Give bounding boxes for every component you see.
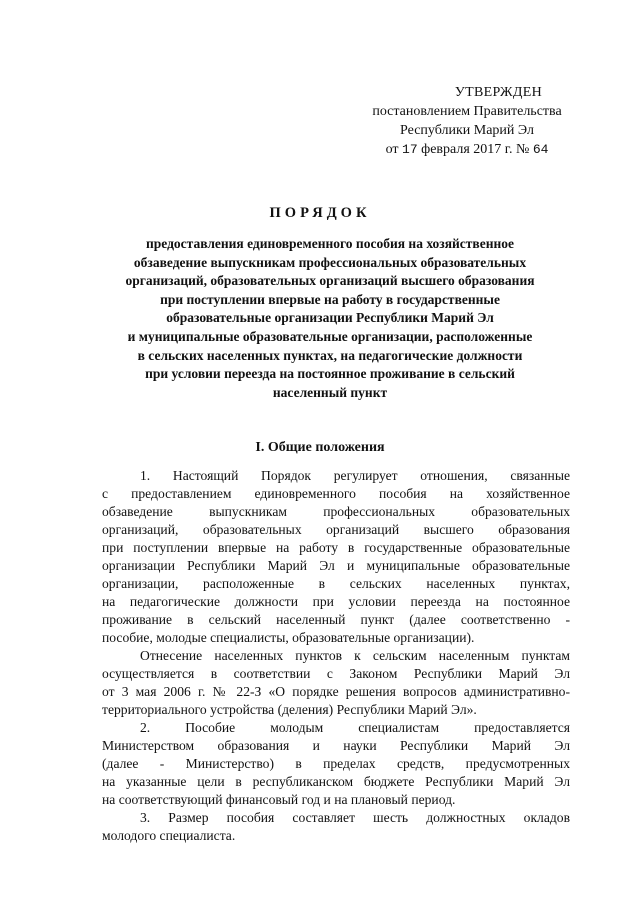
paragraph-line: на указанные цели в республиканском бюджете Республики Марий Эл xyxy=(102,774,570,789)
paragraph-line: (далее - Министерство) в пределах средств, предусмотренных xyxy=(102,756,570,771)
subtitle-line: образовательные организации Республики Марий Эл xyxy=(166,310,494,326)
document-subtitle xyxy=(80,235,580,402)
approval-line-1: постановлением Правительства xyxy=(372,104,562,119)
paragraph-line: пособие, молодые специалисты, образовательные организации). xyxy=(102,630,475,645)
approval-line-2: Республики Марий Эл xyxy=(400,123,534,138)
subtitle-line: и муниципальные образовательные организации, расположенные xyxy=(127,328,533,344)
approval-date-rest: февраля 2017 г. № xyxy=(421,142,530,157)
subtitle-line: в сельских населенных пунктах, на педагогические должности xyxy=(137,347,523,363)
document-title: ПОРЯДОК xyxy=(269,205,371,221)
paragraph-line: 3. Размер пособия составляет шесть должностных окладов xyxy=(140,810,570,825)
subtitle-line: обзаведение выпускникам профессиональных образовательных xyxy=(133,254,527,270)
subtitle-line: при поступлении впервые на работу в государственные xyxy=(160,291,500,307)
paragraph-line: организаций, образовательных организаций высшего образования xyxy=(102,522,570,537)
paragraph-line: на соответствующий финансовый год и на плановый период. xyxy=(102,792,456,807)
approval-number: 64 xyxy=(532,142,549,157)
paragraph-line: проживание в сельский населенный пункт (далее соответственно - xyxy=(102,612,570,627)
subtitle-line: при условии переезда на постоянное проживание в сельский xyxy=(145,366,515,382)
paragraph-2 xyxy=(102,647,570,719)
paragraph-line: от 3 мая 2006 г. № 22-З «О порядке решения вопросов административно- xyxy=(102,684,570,699)
subtitle-line: организаций, образовательных организаций высшего образования xyxy=(125,273,535,289)
approval-heading: УТВЕРЖДЕН xyxy=(454,85,542,100)
approval-date-prefix: от xyxy=(385,142,399,157)
paragraph-line: Отнесение населенных пунктов к сельским населенным пунктам xyxy=(140,648,570,663)
paragraph-line: молодого специалиста. xyxy=(102,828,236,843)
paragraph-line: организации, расположенные в сельских населенных пунктах, xyxy=(102,576,570,591)
approval-date-day: 17 xyxy=(402,142,418,157)
subtitle-line: населенный пункт xyxy=(272,384,388,400)
paragraph-line: обзаведение выпускникам профессиональных образовательных xyxy=(102,504,570,519)
paragraph-line: с предоставлением единовременного пособия на хозяйственное xyxy=(102,486,570,501)
paragraph-line: Министерством образования и науки Республики Марий Эл xyxy=(102,738,570,753)
paragraph-line: 2. Пособие молодым специалистам предоставляется xyxy=(140,720,570,735)
subtitle-line: предоставления единовременного пособия на хозяйственное xyxy=(145,236,515,251)
paragraph-line: при поступлении впервые на работу в государственные образовательные xyxy=(102,540,570,555)
paragraph-line: 1. Настоящий Порядок регулирует отношения, связанные xyxy=(140,468,570,483)
approval-stamp xyxy=(352,83,582,159)
paragraph-line: на педагогические должности при условии переезда на постоянное xyxy=(102,594,570,609)
paragraph-3 xyxy=(102,719,570,809)
section-heading: I. Общие положения xyxy=(255,440,385,455)
paragraph-line: территориального устройства (деления) Республики Марий Эл». xyxy=(102,702,477,717)
paragraph-1 xyxy=(102,467,570,647)
paragraph-line: осуществляется в соответствии с Законом Республики Марий Эл xyxy=(102,666,570,681)
paragraph-line: организации Республики Марий Эл и муниципальные образовательные xyxy=(102,558,570,573)
paragraph-4 xyxy=(102,809,570,845)
approval-date-line xyxy=(352,140,582,159)
